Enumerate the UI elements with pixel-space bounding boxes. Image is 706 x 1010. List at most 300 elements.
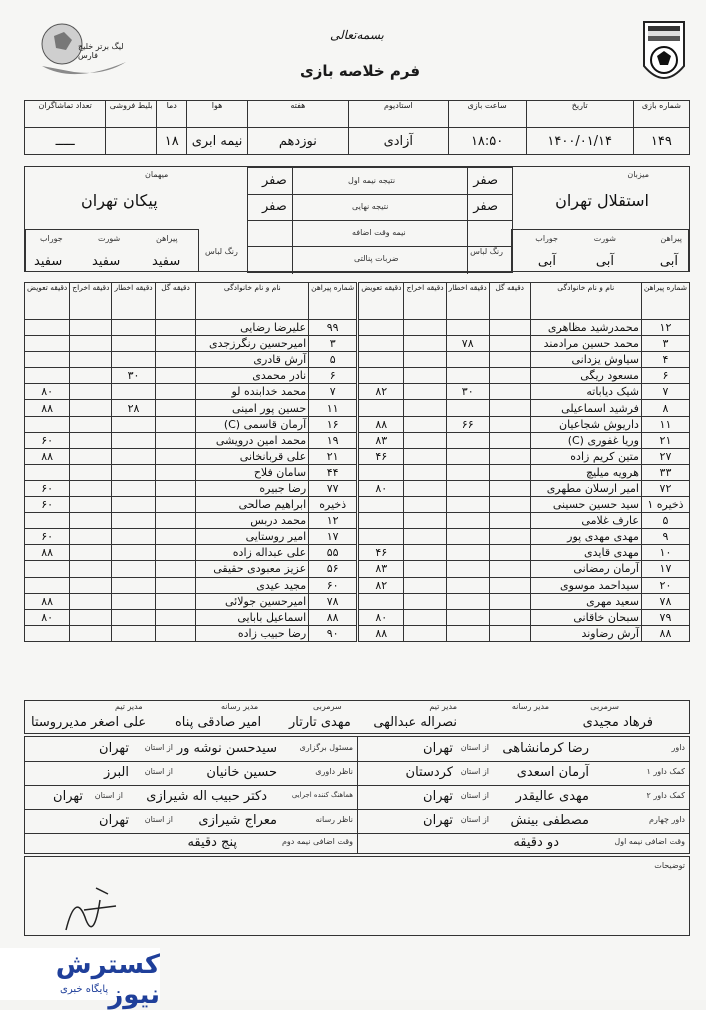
- host-player-goal: [489, 432, 530, 448]
- host-player-number: ۷: [641, 384, 689, 400]
- guest-player-name: نادر محمدی: [196, 368, 309, 384]
- besmeh: بسمه‌تعالی: [330, 28, 384, 42]
- assistant2-name: مهدی عالیقدر: [515, 789, 589, 804]
- player-rows: [25, 320, 690, 642]
- fourth-row: [356, 809, 689, 834]
- guest-player-name: محمد دربس: [196, 513, 309, 529]
- guest-player-sub: ۸۸: [25, 448, 70, 464]
- guest-team-manager: علی اصغر مدیرروستا: [31, 715, 147, 730]
- guest-player-expel: [70, 416, 112, 432]
- guest-player-goal: [155, 529, 196, 545]
- value-tickets: [106, 128, 157, 155]
- host-team-name: استقلال تهران: [555, 191, 649, 210]
- host-player-expel: [404, 513, 446, 529]
- host-label: میزبان: [627, 170, 649, 179]
- host-player-name: سعید مهری: [530, 593, 641, 609]
- host-player-warning: [446, 320, 489, 336]
- host-player-sub: ۸۸: [359, 416, 404, 432]
- host-player-sub: [359, 368, 404, 384]
- host-player-name: مهدی مهدی پور: [530, 529, 641, 545]
- table-row: [25, 513, 690, 529]
- league-logo: [34, 14, 134, 82]
- host-manager-label: مدیر تیم: [429, 702, 457, 711]
- guest-player-number: ۵: [309, 352, 357, 368]
- match-info-table: [24, 100, 690, 155]
- guest-player-sub: [25, 336, 70, 352]
- guest-player-sub: [25, 352, 70, 368]
- guest-player-number: ۵۶: [309, 561, 357, 577]
- guest-player-number: ۱۶: [309, 416, 357, 432]
- hdr-host-name: نام و نام خانوادگی: [530, 283, 641, 320]
- guest-player-expel: [70, 384, 112, 400]
- guest-player-expel: [70, 448, 112, 464]
- watermark: [0, 948, 160, 1010]
- observer-from: از استان: [144, 767, 173, 776]
- guest-player-expel: [70, 352, 112, 368]
- guest-player-warning: [112, 513, 155, 529]
- guest-player-sub: [25, 416, 70, 432]
- host-player-warning: [446, 529, 489, 545]
- guest-player-expel: [70, 432, 112, 448]
- guest-player-name: علیرضا رضایی: [196, 320, 309, 336]
- table-divider: [357, 336, 359, 352]
- guest-player-number: ۷۷: [309, 480, 357, 496]
- staff-row: [24, 700, 690, 734]
- value-date: ۱۴۰۰/۰۱/۱۴: [526, 128, 633, 155]
- host-player-name: سیاوش یزدانی: [530, 352, 641, 368]
- host-player-name: هرویه میلیچ: [530, 464, 641, 480]
- host-player-name: داریوش شجاعیان: [530, 416, 641, 432]
- assistant1-row: [356, 761, 689, 786]
- guest-player-goal: [155, 480, 196, 496]
- assistant2-row: [356, 785, 689, 810]
- host-player-name: محمدرشید مظاهری: [530, 320, 641, 336]
- host-player-expel: [404, 352, 446, 368]
- host-player-goal: [489, 320, 530, 336]
- host-player-warning: ۶۶: [446, 416, 489, 432]
- guest-player-warning: [112, 561, 155, 577]
- watermark-brand: کسترش نیوز: [55, 950, 160, 1010]
- observer-row: [25, 761, 358, 786]
- guest-player-number: ۶: [309, 368, 357, 384]
- coordinator-name: دکتر حبیب اله شیرازی: [146, 789, 267, 804]
- result-guest-2: صفر: [262, 199, 287, 214]
- assistant1-prov: کردستان: [405, 765, 453, 780]
- guest-player-sub: ۸۸: [25, 400, 70, 416]
- guest-kit-header-shorts: شورت: [98, 234, 121, 243]
- guest-player-sub: ۶۰: [25, 497, 70, 513]
- host-player-name: آرش رضاوند: [530, 625, 641, 641]
- guest-player-goal: [155, 400, 196, 416]
- organizer-name: سیدحسن نوشه ور: [176, 741, 277, 756]
- guest-player-goal: [155, 561, 196, 577]
- host-player-goal: [489, 609, 530, 625]
- guest-player-expel: [70, 480, 112, 496]
- guest-player-goal: [155, 320, 196, 336]
- table-divider: [357, 432, 359, 448]
- result-host-1: صفر: [473, 173, 498, 188]
- guest-player-expel: [70, 529, 112, 545]
- hdr-guest-expel: دقیقه اخراج: [70, 283, 112, 320]
- guest-coach-label: سرمربی: [313, 702, 342, 711]
- guest-player-goal: [155, 368, 196, 384]
- host-player-goal: [489, 448, 530, 464]
- host-player-goal: [489, 577, 530, 593]
- host-player-number: ۱۱: [641, 416, 689, 432]
- host-player-name: سیداحمد موسوی: [530, 577, 641, 593]
- watermark-tagline: پایگاه خبری: [60, 984, 109, 995]
- guest-player-name: مجید عیدی: [196, 577, 309, 593]
- fourth-name: مصطفی بینش: [510, 813, 589, 828]
- guest-player-name: محمد خدابنده لو: [196, 384, 309, 400]
- results-box: [247, 167, 513, 273]
- table-divider: [357, 320, 359, 336]
- hdr-guest-sub: دقیقه تعویض: [25, 283, 70, 320]
- guest-player-sub: [25, 561, 70, 577]
- host-player-number: ۱۷: [641, 561, 689, 577]
- host-player-warning: ۳۰: [446, 384, 489, 400]
- host-player-expel: [404, 368, 446, 384]
- guest-player-warning: [112, 448, 155, 464]
- guest-player-goal: [155, 432, 196, 448]
- table-row: [25, 400, 690, 416]
- result-row-1: [248, 168, 512, 195]
- guest-player-name: علی عبداله زاده: [196, 545, 309, 561]
- guest-player-goal: [155, 384, 196, 400]
- observer-prov: البرز: [104, 765, 129, 780]
- table-row: [25, 352, 690, 368]
- host-player-sub: ۸۰: [359, 480, 404, 496]
- guest-player-number: ذخیره: [309, 497, 357, 513]
- table-row: [25, 432, 690, 448]
- host-player-name: سبحان خاقانی: [530, 609, 641, 625]
- table-row: [25, 545, 690, 561]
- host-player-warning: [446, 513, 489, 529]
- observer-label: ناظر داوری: [315, 767, 353, 776]
- referee-label: داور: [671, 743, 685, 752]
- host-player-number: ۵: [641, 513, 689, 529]
- host-player-number: ۲۱: [641, 432, 689, 448]
- hdr-host-expel: دقیقه اخراج: [404, 283, 446, 320]
- guest-player-warning: [112, 497, 155, 513]
- value-spectators: ـــــ: [25, 128, 106, 155]
- host-player-number: ۷۲: [641, 480, 689, 496]
- table-divider: [357, 416, 359, 432]
- guest-player-number: ۶۰: [309, 577, 357, 593]
- label-weather: هوا: [187, 101, 247, 128]
- table-row: [25, 464, 690, 480]
- result-label-1: نتیجه نیمه اول: [348, 176, 396, 185]
- coordinator-row: [25, 785, 358, 810]
- guest-kit-header-socks: جوراب: [40, 234, 63, 243]
- guest-player-number: ۷: [309, 384, 357, 400]
- assistant1-label: کمک داور ۱: [646, 767, 685, 776]
- league-logo-text: لیگ برتر خلیج فارس: [78, 42, 124, 60]
- guest-player-goal: [155, 416, 196, 432]
- guest-player-number: ۵۵: [309, 545, 357, 561]
- hdr-guest-name: نام و نام خانوادگی: [196, 283, 309, 320]
- guest-player-sub: ۸۸: [25, 545, 70, 561]
- guest-player-warning: [112, 416, 155, 432]
- host-player-sub: [359, 400, 404, 416]
- guest-player-sub: [25, 513, 70, 529]
- guest-player-expel: [70, 577, 112, 593]
- guest-player-number: ۱۷: [309, 529, 357, 545]
- host-player-sub: [359, 497, 404, 513]
- host-kit-header-socks: جوراب: [535, 234, 558, 243]
- notes-label: توضیحات: [654, 861, 685, 870]
- hdr-guest-goal: دقیقه گل: [155, 283, 196, 320]
- host-player-number: ۲۷: [641, 448, 689, 464]
- label-stadium: استادیوم: [349, 101, 449, 128]
- host-player-number: ذخیره ۱: [641, 497, 689, 513]
- host-player-sub: [359, 464, 404, 480]
- assistant2-from: از استان: [460, 791, 489, 800]
- guest-player-sub: ۶۰: [25, 480, 70, 496]
- host-player-warning: [446, 625, 489, 641]
- guest-player-goal: [155, 545, 196, 561]
- label-spectators: تعداد تماشاگران: [25, 101, 106, 128]
- host-player-sub: ۴۶: [359, 545, 404, 561]
- guest-player-number: ۱۹: [309, 432, 357, 448]
- table-row: [25, 577, 690, 593]
- host-player-goal: [489, 529, 530, 545]
- host-player-warning: [446, 593, 489, 609]
- host-player-goal: [489, 464, 530, 480]
- guest-player-sub: [25, 368, 70, 384]
- table-row: [25, 336, 690, 352]
- guest-player-goal: [155, 464, 196, 480]
- guest-player-name: محمد امین درویشی: [196, 432, 309, 448]
- host-player-expel: [404, 480, 446, 496]
- host-kit-shirt: آبی: [659, 254, 678, 269]
- media-supervisor-label: ناظر رسانه: [315, 815, 353, 824]
- guest-player-goal: [155, 336, 196, 352]
- guest-player-expel: [70, 561, 112, 577]
- table-divider: [357, 561, 359, 577]
- result-label-3: نیمه وقت اضافه: [352, 228, 406, 237]
- host-player-sub: [359, 336, 404, 352]
- host-player-expel: [404, 561, 446, 577]
- guest-player-number: ۱۱: [309, 400, 357, 416]
- table-divider: [357, 545, 359, 561]
- host-player-number: ۱۲: [641, 320, 689, 336]
- fourth-label: داور چهارم: [649, 815, 685, 824]
- host-player-sub: [359, 529, 404, 545]
- guest-player-name: آرمان قاسمی (C): [196, 416, 309, 432]
- label-temperature: دما: [157, 101, 187, 128]
- host-player-goal: [489, 416, 530, 432]
- table-row: [25, 529, 690, 545]
- guest-player-number: ۲۱: [309, 448, 357, 464]
- guest-player-number: ۷۸: [309, 593, 357, 609]
- table-row: [25, 416, 690, 432]
- host-player-warning: [446, 561, 489, 577]
- guest-player-warning: [112, 352, 155, 368]
- guest-player-warning: [112, 529, 155, 545]
- host-kit-socks: آبی: [537, 254, 556, 269]
- host-player-number: ۴: [641, 352, 689, 368]
- table-row: [25, 320, 690, 336]
- media-supervisor-row: [25, 809, 358, 834]
- guest-player-sub: [25, 577, 70, 593]
- host-player-goal: [489, 497, 530, 513]
- guest-manager-label: مدیر تیم: [115, 702, 143, 711]
- guest-kit-label: رنگ لباس: [205, 247, 238, 256]
- signature: [56, 880, 136, 940]
- host-player-warning: [446, 497, 489, 513]
- host-player-number: ۹: [641, 529, 689, 545]
- guest-media: امیر صادقی پناه: [175, 715, 262, 730]
- host-coach-label: سرمربی: [590, 702, 619, 711]
- host-player-expel: [404, 529, 446, 545]
- host-player-expel: [404, 400, 446, 416]
- table-divider: [357, 593, 359, 609]
- guest-player-warning: [112, 625, 155, 641]
- host-player-warning: [446, 480, 489, 496]
- guest-player-sub: ۸۰: [25, 609, 70, 625]
- organizer-row: [25, 737, 358, 762]
- assistant1-name: آرمان اسعدی: [516, 765, 589, 780]
- host-player-expel: [404, 336, 446, 352]
- host-player-sub: [359, 513, 404, 529]
- guest-player-name: عزیز معبودی حقیقی: [196, 561, 309, 577]
- hdr-host-number: شماره پیراهن: [641, 283, 689, 320]
- host-player-name: مهدی قایدی: [530, 545, 641, 561]
- table-divider: [357, 625, 359, 641]
- host-kit-shorts: آبی: [595, 254, 614, 269]
- host-player-number: ۸۸: [641, 625, 689, 641]
- label-time: ساعت بازی: [448, 101, 526, 128]
- host-player-goal: [489, 384, 530, 400]
- host-player-name: عارف غلامی: [530, 513, 641, 529]
- table-divider: [357, 577, 359, 593]
- organizer-from: از استان: [144, 743, 173, 752]
- guest-player-warning: [112, 609, 155, 625]
- players-table: [24, 282, 690, 642]
- table-row: [25, 593, 690, 609]
- label-match-no: شماره بازی: [633, 101, 689, 128]
- media-supervisor-from: از استان: [144, 815, 173, 824]
- referee-prov: تهران: [423, 741, 453, 756]
- guest-player-sub: ۸۸: [25, 593, 70, 609]
- referee-row: [356, 737, 689, 762]
- host-player-expel: [404, 384, 446, 400]
- host-player-name: وریا غفوری (C): [530, 432, 641, 448]
- guest-player-name: امیر روستایی: [196, 529, 309, 545]
- host-player-expel: [404, 609, 446, 625]
- added-second-label: وقت اضافی نیمه دوم: [281, 837, 353, 846]
- host-player-warning: [446, 352, 489, 368]
- host-kit-label: رنگ لباس: [470, 247, 503, 256]
- host-player-warning: [446, 448, 489, 464]
- host-player-sub: ۸۸: [359, 625, 404, 641]
- host-kit-header-shirt: پیراهن: [660, 234, 682, 243]
- host-coach: فرهاد مجیدی: [582, 715, 653, 730]
- table-row: [25, 448, 690, 464]
- host-player-expel: [404, 545, 446, 561]
- guest-player-expel: [70, 609, 112, 625]
- guest-media-label: مدیر رسانه: [221, 702, 259, 711]
- host-player-sub: [359, 320, 404, 336]
- guest-player-name: امیرحسین جولائی: [196, 593, 309, 609]
- guest-player-warning: [112, 336, 155, 352]
- table-divider: [357, 609, 359, 625]
- result-row-2: [248, 194, 512, 221]
- result-row-4: [248, 246, 512, 273]
- assistant2-prov: تهران: [423, 789, 453, 804]
- host-player-goal: [489, 400, 530, 416]
- table-row: [25, 497, 690, 513]
- host-player-expel: [404, 577, 446, 593]
- host-player-expel: [404, 432, 446, 448]
- assistant1-from: از استان: [460, 767, 489, 776]
- table-divider: [357, 352, 359, 368]
- value-week: نوزدهم: [247, 128, 348, 155]
- guest-player-warning: [112, 384, 155, 400]
- table-row: [25, 368, 690, 384]
- media-supervisor-name: معراج شیرازی: [198, 813, 277, 828]
- value-temperature: ۱۸: [157, 128, 187, 155]
- host-player-goal: [489, 593, 530, 609]
- guest-player-name: حسین پور امینی: [196, 400, 309, 416]
- guest-player-expel: [70, 497, 112, 513]
- guest-player-expel: [70, 513, 112, 529]
- guest-player-number: ۱۲: [309, 513, 357, 529]
- hdr-guest-warning: دقیقه اخطار: [112, 283, 155, 320]
- table-row: [25, 609, 690, 625]
- host-player-number: ۳۳: [641, 464, 689, 480]
- host-player-goal: [489, 561, 530, 577]
- host-player-goal: [489, 336, 530, 352]
- guest-player-warning: [112, 480, 155, 496]
- host-kit-header-shorts: شورت: [593, 234, 616, 243]
- guest-player-warning: [112, 464, 155, 480]
- host-player-name: امیر ارسلان مطهری: [530, 480, 641, 496]
- host-player-number: ۲۰: [641, 577, 689, 593]
- result-guest-1: صفر: [262, 173, 287, 188]
- guest-player-expel: [70, 625, 112, 641]
- host-player-name: سید حسین حسینی: [530, 497, 641, 513]
- teams-block: [24, 166, 690, 272]
- guest-player-sub: ۸۰: [25, 384, 70, 400]
- host-player-goal: [489, 352, 530, 368]
- host-player-expel: [404, 593, 446, 609]
- added-second-row: [25, 833, 358, 853]
- guest-kit-shirt: سفید: [152, 254, 181, 269]
- guest-player-name: سامان فلاح: [196, 464, 309, 480]
- host-player-expel: [404, 497, 446, 513]
- guest-player-number: ۹۹: [309, 320, 357, 336]
- guest-kit-socks: سفید: [34, 254, 63, 269]
- host-player-sub: ۸۳: [359, 561, 404, 577]
- guest-player-name: امیرحسین رنگرزجدی: [196, 336, 309, 352]
- guest-player-name: ابراهیم صالحی: [196, 497, 309, 513]
- host-player-name: مسعود ریگی: [530, 368, 641, 384]
- host-player-warning: [446, 464, 489, 480]
- host-player-number: ۷۸: [641, 593, 689, 609]
- guest-player-expel: [70, 593, 112, 609]
- guest-player-warning: [112, 593, 155, 609]
- result-label-4: ضربات پنالتی: [354, 254, 399, 263]
- value-time: ۱۸:۵۰: [448, 128, 526, 155]
- table-divider: [357, 400, 359, 416]
- federation-logo: [640, 20, 688, 90]
- guest-player-warning: [112, 577, 155, 593]
- assistant2-label: کمک داور ۲: [646, 791, 685, 800]
- guest-player-sub: [25, 320, 70, 336]
- result-host-2: صفر: [473, 199, 498, 214]
